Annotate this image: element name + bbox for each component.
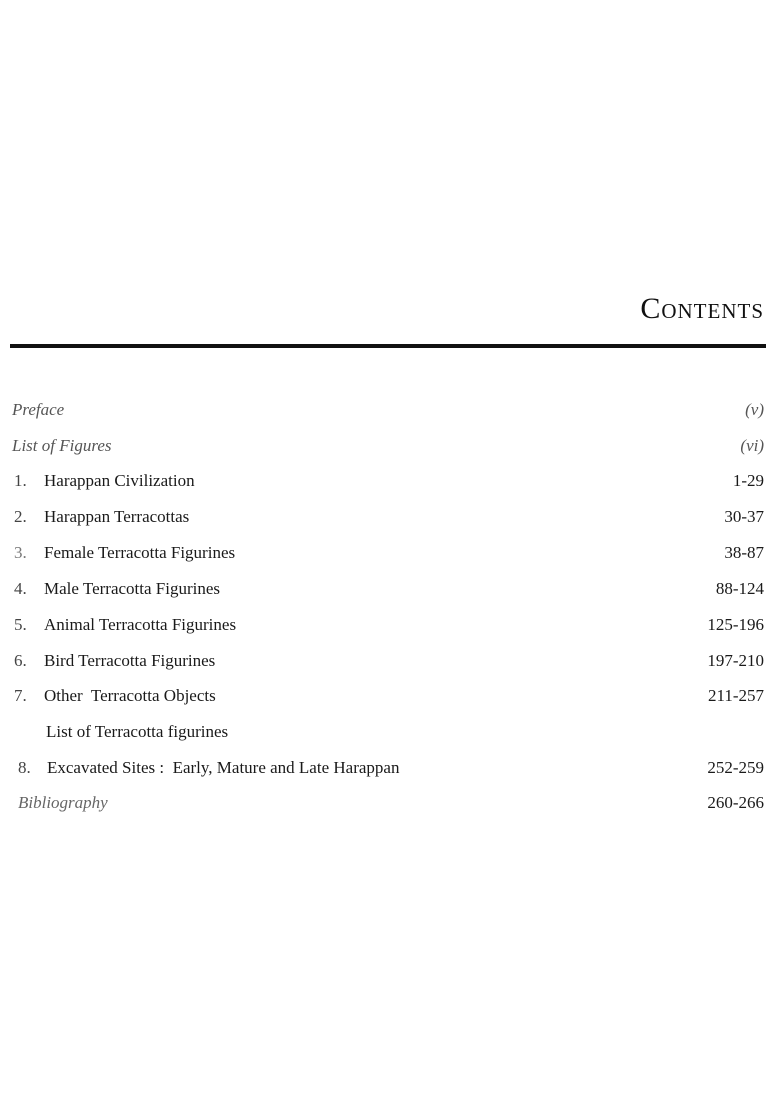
toc-entry-page: 1-29 <box>732 471 764 490</box>
toc-entry-page: 260-266 <box>707 793 764 812</box>
toc-entry-chapter-6[interactable] <box>0 651 780 677</box>
toc-entry-number: 3. <box>14 543 27 562</box>
toc-entry-chapter-8[interactable] <box>0 758 780 784</box>
toc-entry-preface[interactable] <box>0 400 780 426</box>
toc-entry-title: List of Figures <box>12 436 112 455</box>
toc-entry-title: List of Terracotta figurines <box>46 722 229 741</box>
toc-entry-bibliography[interactable] <box>0 793 780 819</box>
toc-entry-number: 5. <box>14 615 27 634</box>
toc-entry-list-of-figures[interactable] <box>0 436 780 462</box>
toc-entry-chapter-5[interactable] <box>0 615 780 641</box>
toc-entry-title: Female Terracotta Figurines <box>44 543 236 562</box>
toc-entry-number: 7. <box>14 686 27 705</box>
toc-entry-title: Bird Terracotta Figurines <box>44 651 216 670</box>
toc-entry-title: Bibliography <box>18 793 108 812</box>
toc-entry-chapter-2[interactable] <box>0 507 780 533</box>
toc-entry-page: 88-124 <box>715 579 764 598</box>
toc-entry-page: 38-87 <box>724 543 764 562</box>
page-title: Contents <box>640 292 764 325</box>
toc-entry-chapter-7[interactable] <box>0 686 780 712</box>
toc-entry-page: 252-259 <box>707 758 764 777</box>
toc-entry-number: 8. <box>18 758 31 777</box>
toc-entry-number: 4. <box>14 579 27 598</box>
toc-entry-number: 2. <box>14 507 27 526</box>
toc-entry-number: 6. <box>14 651 27 670</box>
toc-entry-title: Male Terracotta Figurines <box>44 579 220 598</box>
toc-entry-title: Other Terracotta Objects <box>44 686 216 705</box>
toc-entry-page: 211-257 <box>707 686 764 705</box>
toc-entry-page: 197-210 <box>707 651 764 670</box>
toc-entry-title: Harappan Civilization <box>44 471 195 490</box>
toc-entry-page: 125-196 <box>707 615 764 634</box>
toc-entry-chapter-3[interactable] <box>0 543 780 569</box>
toc-entry-page: 30-37 <box>724 507 764 526</box>
toc-entry-number: 1. <box>14 471 27 490</box>
toc-entry-chapter-4[interactable] <box>0 579 780 605</box>
toc-entry-title: Excavated Sites : Early, Mature and Late Harappan <box>47 758 400 777</box>
toc-entry-page: (vi) <box>740 436 764 455</box>
toc-entry-title: Animal Terracotta Figurines <box>44 615 237 634</box>
toc-entry-title: Preface <box>12 400 65 419</box>
toc-entry-title: Harappan Terracottas <box>44 507 190 526</box>
toc-entry-chapter-1[interactable] <box>0 471 780 497</box>
heading-rule <box>10 344 766 348</box>
toc-entry-page: (v) <box>745 400 764 419</box>
toc-entry-list-of-terracotta-figurines[interactable] <box>0 722 780 748</box>
